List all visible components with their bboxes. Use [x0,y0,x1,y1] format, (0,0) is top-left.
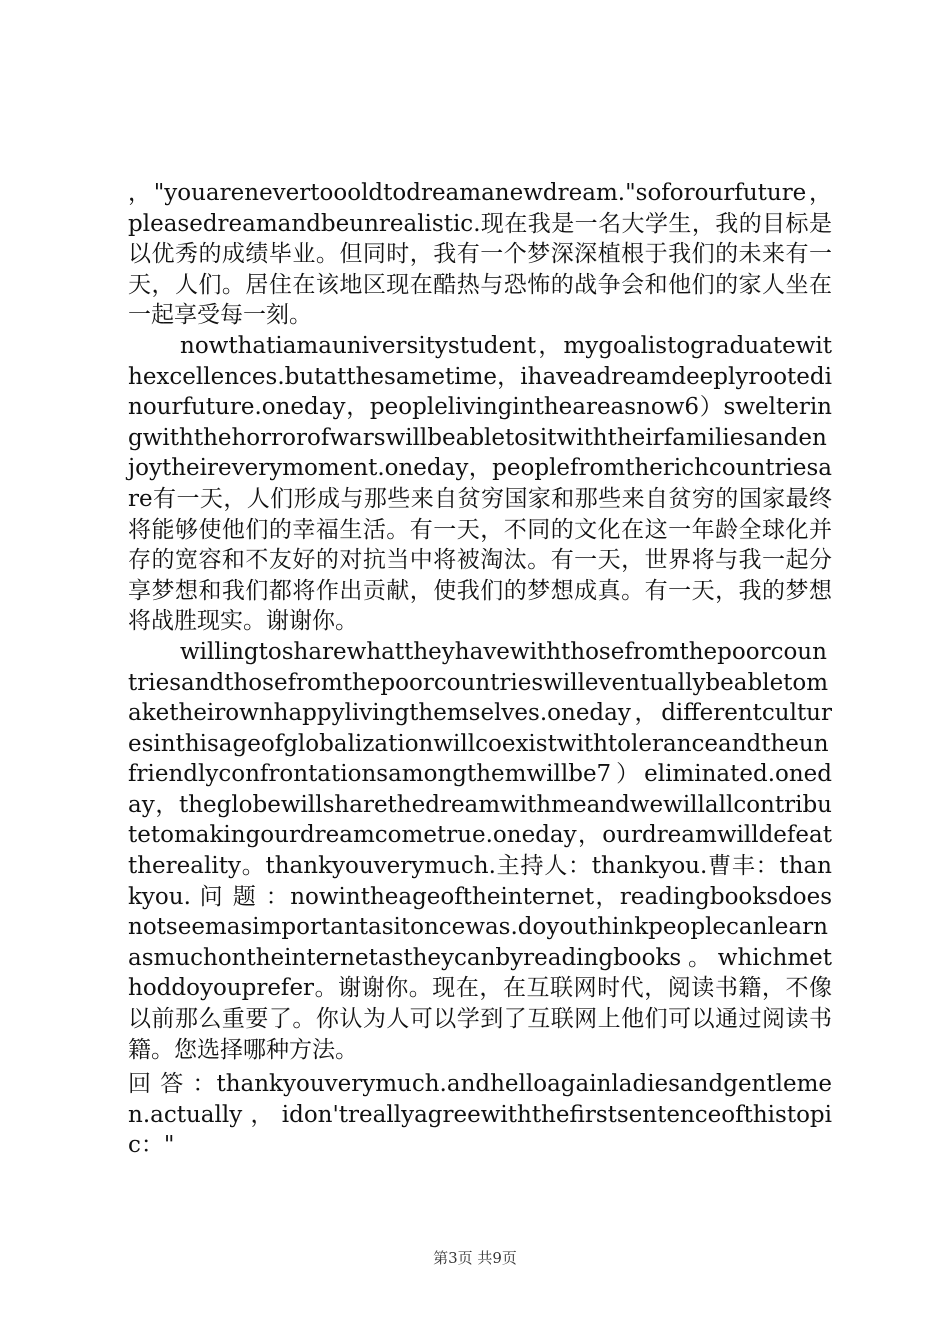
document-body [128,178,832,1161]
paragraph-3: willingtosharewhattheyhavewiththosefromthepoorcountriesandthosefromthepoorcountrieswilleventuallybeabletomaketheirownhappylivingthemselves.oneday，differentculturesinthisageofglobalizationwillcoexistwithtoleranceandtheunfriendlyconfrontationsamongthemwillbe7）eliminated.oneday，theglobewillsharethedreamwithmeandwewillallcontributetomakingourdreamcometrue.oneday，ourdreamwilldefeatthereality。thankyouverymuch.主持人：thankyou.曹丰：thankyou. 问 题 ：nowintheageoftheinternet，readingbooksdoesnotseemasimportantasitoncewas.doyouthinkpeoplecanlearnasmuchontheinternetastheycanbyreadingbooks。whichmethoddoyouprefer。谢谢你。现在，在互联网时代，阅读书籍，不像以前那么重要了。你认为人可以学到了互联网上他们可以通过阅读书籍。您选择哪种方法。 [128,638,832,1063]
paragraph-4: 回 答 ：thankyouverymuch.andhelloagainladiesandgentlemen.actually，idon'treallyagreewiththefirstsentenceofthistopic：" [128,1071,832,1159]
paragraph-1: ，"youarenevertoooldtodreamanewdream."soforourfuture，pleasedreamandbeunrealistic.现在我是一名大学生，我的目标是以优秀的成绩毕业。但同时，我有一个梦深深植根于我们的未来有一天，人们。居住在该地区现在酷热与恐怖的战争会和他们的家人坐在一起享受每一刻。 [128,180,832,329]
page-number-footer: 第3页 共9页 [433,1249,517,1267]
paragraph-2: nowthatiamauniversitystudent，mygoalistograduatewithexcellences.butatthesametime，ihaveadreamdeeplyrootedinourfuture.oneday，peoplelivingintheareasnow6）swelteringwiththehorrorofwarswillbeabletositwiththeirfamiliesandenjoytheireverymoment.oneday，peoplefromtherichcountriesare有一天，人们形成与那些来自贫穷国家和那些来自贫穷的国家最终将能够使他们的幸福生活。有一天，不同的文化在这一年龄全球化并存的宽容和不友好的对抗当中将被淘汰。有一天，世界将与我一起分享梦想和我们都将作出贡献，使我们的梦想成真。有一天，我的梦想将战胜现实。谢谢你。 [128,332,832,635]
